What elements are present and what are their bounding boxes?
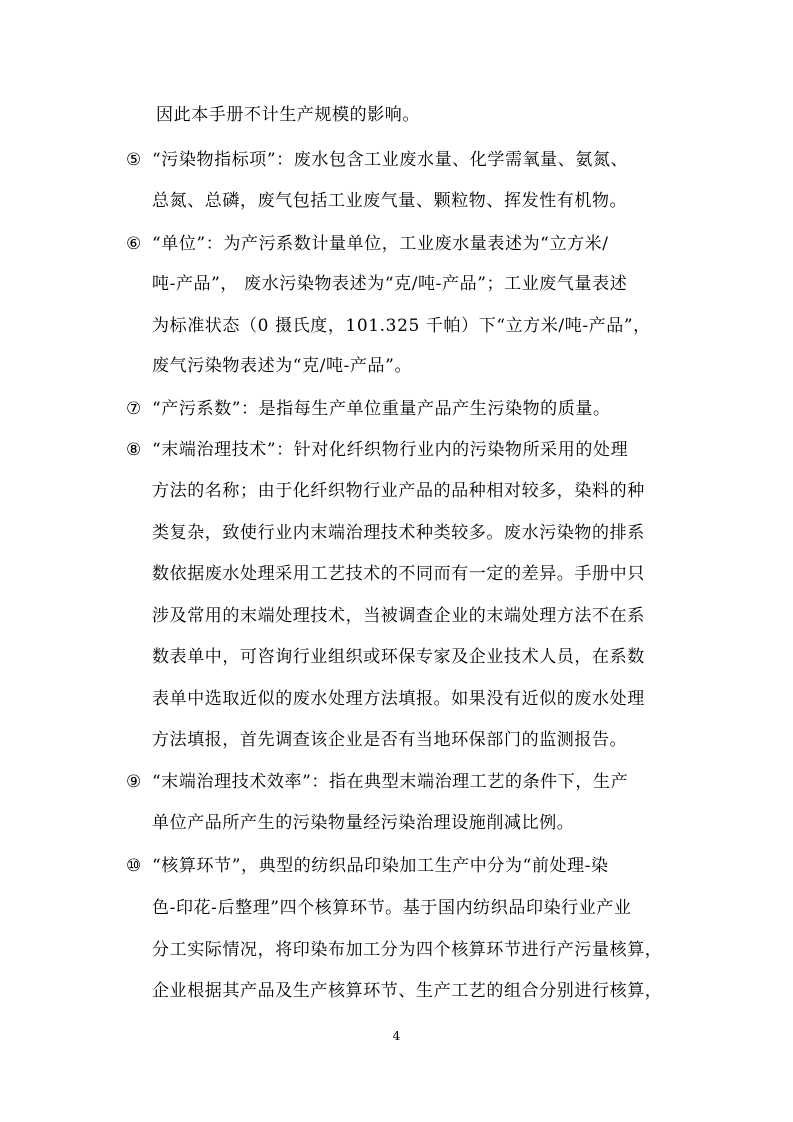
line-text: 企业根据其产品及生产核算环节、生产工艺的组合分别进行核算， <box>152 981 663 1001</box>
line-text: 废气污染物表述为“克/吨-产品”。 <box>152 356 413 376</box>
text-line <box>152 355 412 377</box>
text-line <box>152 980 662 1002</box>
text-line <box>156 104 420 126</box>
line-text: “末端治理技术效率”：指在典型末端治理工艺的条件下，生产 <box>152 772 629 792</box>
line-text: 分工实际情况，将印染布加工分为四个核算环节进行产污量核算， <box>152 940 663 960</box>
line-text: 吨-产品”， 废水污染物表述为“克/吨-产品”；工业废气量表述 <box>152 274 628 294</box>
list-item-8 <box>126 439 628 461</box>
line-text: “产污系数”：是指每生产单位重量产品产生污染物的质量。 <box>152 399 611 419</box>
line-text: 类复杂，致使行业内末端治理技术种类较多。废水污染物的排系 <box>152 523 645 543</box>
line-text: 单位产品所产生的污染物量经污染治理设施削减比例。 <box>152 813 575 833</box>
text-line <box>152 897 632 919</box>
list-item-10 <box>126 855 609 877</box>
line-text: 数表单中，可咨询行业组织或环保专家及企业技术人员，在系数 <box>152 647 645 667</box>
line-text: “核算环节”，典型的纺织品印染加工生产中分为“前处理-染 <box>152 856 609 876</box>
line-text: 表单中选取近似的废水处理方法填报。如果没有近似的废水处理 <box>152 689 645 709</box>
line-text: 涉及常用的末端处理技术，当被调查企业的末端处理方法不在系 <box>152 606 645 626</box>
text-line <box>152 939 662 961</box>
text-line <box>152 190 627 212</box>
line-text: 为标准状态（0 摄氏度，101.325 千帕）下“立方米/吨-产品”， <box>152 316 651 336</box>
line-text: 方法填报，首先调查该企业是否有当地环保部门的监测报告。 <box>152 730 628 750</box>
text-line <box>152 522 645 544</box>
item-number: ⑦ <box>126 399 142 419</box>
item-number: ⑧ <box>126 440 142 460</box>
line-text: “末端治理技术”：针对化纤织物行业内的污染物所采用的处理 <box>152 440 629 460</box>
line-text: 总氮、总磷，废气包括工业废气量、颗粒物、挥发性有机物。 <box>152 191 628 211</box>
text-line <box>152 315 651 337</box>
line-text: 色-印花-后整理”四个核算环节。基于国内纺织品印染行业产业 <box>152 898 632 918</box>
line-text: “单位”：为产污系数计量单位，工业废水量表述为“立方米/ <box>152 234 609 254</box>
text-line <box>152 646 645 668</box>
list-item-6 <box>126 233 609 255</box>
text-line <box>152 729 627 751</box>
line-text: 方法的名称；由于化纤织物行业产品的品种相对较多，染料的种 <box>152 481 645 501</box>
item-number: ⑤ <box>126 150 142 170</box>
item-number: ⑥ <box>126 234 142 254</box>
list-item-9 <box>126 771 628 793</box>
text-line <box>152 480 645 502</box>
text-line <box>152 688 645 710</box>
text-line <box>152 605 645 627</box>
page-number: 4 <box>392 1029 401 1043</box>
list-item-5 <box>126 149 628 171</box>
line-text: 数依据废水处理采用工艺技术的不同而有一定的差异。手册中只 <box>152 564 645 584</box>
item-number: ⑩ <box>126 856 142 876</box>
line-text: “污染物指标项”：废水包含工业废水量、化学需氧量、氨氮、 <box>152 150 629 170</box>
text-line <box>152 273 627 295</box>
line-text: 因此本手册不计生产规模的影响。 <box>156 105 420 125</box>
text-line <box>152 812 574 834</box>
list-item-7 <box>126 398 611 420</box>
text-line <box>152 563 645 585</box>
item-number: ⑨ <box>126 772 142 792</box>
